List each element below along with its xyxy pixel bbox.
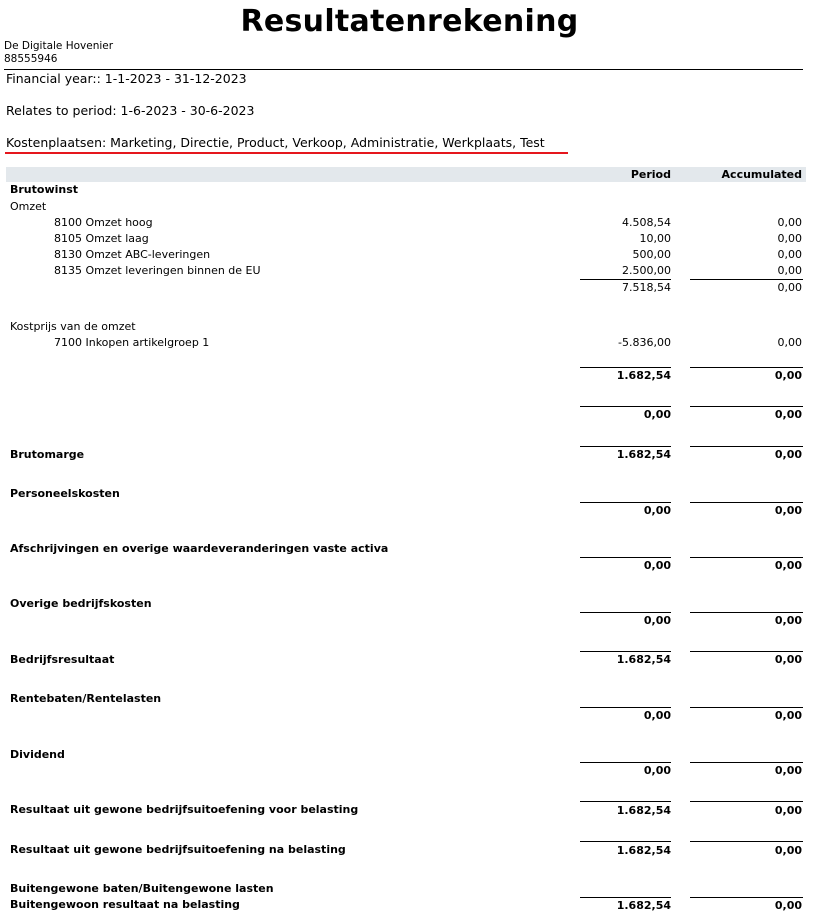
- company-info: [4, 40, 113, 66]
- account-row: 7100 Inkopen artikelgroep 1: [54, 336, 210, 349]
- personeelskosten-accumulated: 0,00: [774, 504, 802, 517]
- section-brutowinst: Brutowinst: [10, 183, 79, 196]
- second-total-accumulated: 0,00: [774, 408, 802, 421]
- dividend-accumulated: 0,00: [774, 764, 802, 777]
- account-accumulated: 0,00: [777, 336, 802, 349]
- rente-accumulated: 0,00: [774, 709, 802, 722]
- total-line: [580, 502, 671, 503]
- voor-belasting-period: 1.682,54: [616, 804, 671, 817]
- total-line: [690, 801, 803, 802]
- na-belasting-accumulated: 0,00: [774, 844, 802, 857]
- buitengewoon-resultaat-accumulated: 0,00: [774, 899, 802, 912]
- account-period: 4.508,54: [622, 216, 671, 229]
- na-belasting-label: Resultaat uit gewone bedrijfsuitoefening na belasting: [10, 843, 346, 856]
- column-accumulated: Accumulated: [721, 168, 802, 181]
- rente-label: Rentebaten/Rentelasten: [10, 692, 162, 705]
- account-row: 8105 Omzet laag: [54, 232, 149, 245]
- total-line: [580, 841, 671, 842]
- second-total-period: 0,00: [643, 408, 671, 421]
- header-divider: [4, 69, 803, 70]
- total-line: [690, 367, 803, 368]
- company-number: 88555946: [4, 53, 58, 65]
- voor-belasting-label: Resultaat uit gewone bedrijfsuitoefening voor belasting: [10, 803, 359, 816]
- brutomarge-accumulated: 0,00: [774, 448, 802, 461]
- total-line: [690, 707, 803, 708]
- account-accumulated: 0,00: [777, 248, 802, 261]
- total-line: [690, 762, 803, 763]
- total-line: [690, 502, 803, 503]
- subtotal-line: [580, 279, 671, 280]
- total-line: [690, 651, 803, 652]
- account-accumulated: 0,00: [777, 264, 802, 277]
- account-accumulated: 0,00: [777, 216, 802, 229]
- total-line: [690, 841, 803, 842]
- brutowinst-total-period: 1.682,54: [616, 369, 671, 382]
- account-row: 8100 Omzet hoog: [54, 216, 153, 229]
- na-belasting-period: 1.682,54: [616, 844, 671, 857]
- dividend-label: Dividend: [10, 748, 65, 761]
- afschrijvingen-label: Afschrijvingen en overige waardeveranderingen vaste activa: [10, 542, 389, 555]
- personeelskosten-label: Personeelskosten: [10, 487, 120, 500]
- brutomarge-period: 1.682,54: [616, 448, 671, 461]
- total-line: [580, 801, 671, 802]
- bedrijfsresultaat-label: Bedrijfsresultaat: [10, 653, 115, 666]
- buitengewone-baten-label: Buitengewone baten/Buitengewone lasten: [10, 882, 274, 895]
- cost-centers-underline: [5, 152, 568, 154]
- account-row: 8130 Omzet ABC-leveringen: [54, 248, 211, 261]
- overige-accumulated: 0,00: [774, 614, 802, 627]
- total-line: [580, 707, 671, 708]
- brutomarge-label: Brutomarge: [10, 448, 85, 461]
- total-line: [690, 446, 803, 447]
- account-period: 10,00: [639, 232, 671, 245]
- account-period: -5.836,00: [618, 336, 671, 349]
- company-name: De Digitale Hovenier: [4, 40, 114, 52]
- overige-label: Overige bedrijfskosten: [10, 597, 152, 610]
- total-line: [690, 557, 803, 558]
- afschrijvingen-period: 0,00: [643, 559, 671, 572]
- total-line: [690, 897, 803, 898]
- financial-year: Financial year:: 1-1-2023 - 31-12-2023: [6, 71, 247, 86]
- overige-period: 0,00: [643, 614, 671, 627]
- afschrijvingen-accumulated: 0,00: [774, 559, 802, 572]
- buitengewoon-resultaat-period: 1.682,54: [616, 899, 671, 912]
- subtotal-line: [690, 279, 803, 280]
- group-kostprijs: Kostprijs van de omzet: [10, 320, 136, 333]
- column-period: Period: [630, 168, 671, 181]
- account-row: 8135 Omzet leveringen binnen de EU: [54, 264, 261, 277]
- account-period: 500,00: [632, 248, 671, 261]
- account-period: 2.500,00: [622, 264, 671, 277]
- column-header-bar: [6, 167, 806, 182]
- rente-period: 0,00: [643, 709, 671, 722]
- voor-belasting-accumulated: 0,00: [774, 804, 802, 817]
- total-line: [580, 446, 671, 447]
- total-line: [580, 406, 671, 407]
- cost-centers: Kostenplaatsen: Marketing, Directie, Product, Verkoop, Administratie, Werkplaats, Test: [6, 135, 545, 150]
- dividend-period: 0,00: [643, 764, 671, 777]
- total-line: [580, 762, 671, 763]
- buitengewoon-resultaat-label: Buitengewoon resultaat na belasting: [10, 898, 240, 911]
- total-line: [580, 367, 671, 368]
- account-accumulated: 0,00: [777, 232, 802, 245]
- total-line: [690, 612, 803, 613]
- group-omzet: Omzet: [10, 200, 47, 213]
- total-line: [580, 897, 671, 898]
- total-line: [690, 406, 803, 407]
- report-title: Resultatenrekening: [240, 4, 579, 39]
- total-line: [580, 557, 671, 558]
- omzet-total-period: 7.518,54: [622, 281, 671, 294]
- bedrijfsresultaat-accumulated: 0,00: [774, 653, 802, 666]
- brutowinst-total-accumulated: 0,00: [774, 369, 802, 382]
- bedrijfsresultaat-period: 1.682,54: [616, 653, 671, 666]
- period-range: Relates to period: 1-6-2023 - 30-6-2023: [6, 103, 255, 118]
- total-line: [580, 651, 671, 652]
- personeelskosten-period: 0,00: [643, 504, 671, 517]
- total-line: [580, 612, 671, 613]
- omzet-total-accumulated: 0,00: [777, 281, 802, 294]
